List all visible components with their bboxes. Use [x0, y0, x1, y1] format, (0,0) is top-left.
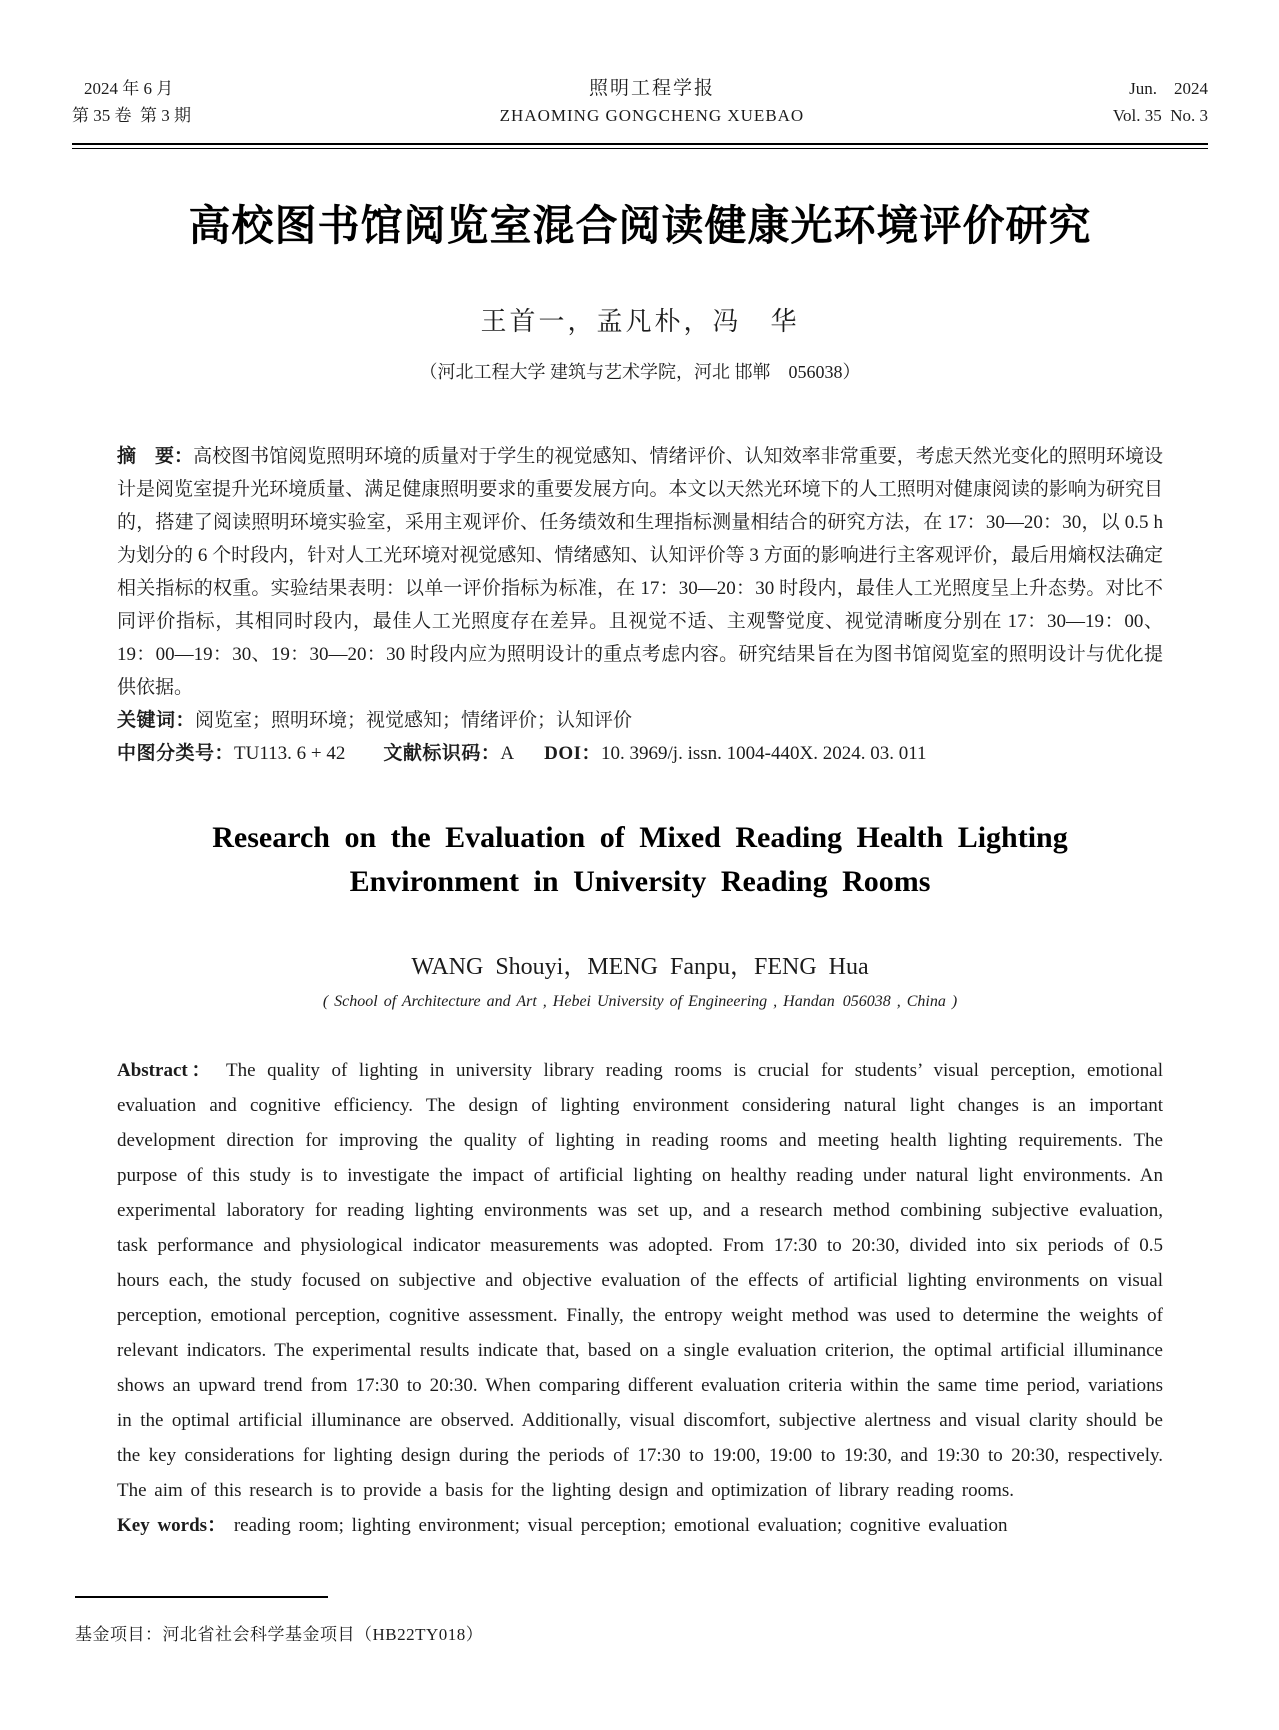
masthead-right	[1113, 75, 1208, 129]
journal-name-pinyin: ZHAOMING GONGCHENG XUEBAO	[499, 106, 805, 125]
fund-project-label: 基金项目：	[75, 1625, 163, 1644]
abstract-paragraph-cn	[117, 440, 1163, 704]
doi-label: DOI：	[544, 743, 602, 764]
article-title-en-line2: Environment in University Reading Rooms	[349, 865, 931, 898]
masthead-divider-rule	[72, 143, 1208, 149]
volume-issue-en: Vol. 35 No. 3	[1112, 106, 1208, 125]
clc-doi-line	[117, 737, 1163, 770]
abstract-text-cn: 高校图书馆阅览照明环境的质量对于学生的视觉感知、情绪评价、认知效率非常重要，考虑天然光变化的照明环境设计是阅览室提升光环境质量、满足健康照明要求的重要发展方向。本文以天然光环境下的人工照明对健康阅读的影响为研究目的，搭建了阅读照明环境实验室，采用主观评价、任务绩效和生理指标测量相结合的研究方法，在 17：30—20：30，以 0.5 h 为划分的 6 个时段内，针对人工光环境对视觉感知、情绪感知、认知评价等 3 方面的影响进行主客观评价，最后用熵权法确定相关指标的权重。实验结果表明：以单一评价指标为标准，在 17：30—20：30 时段内，最佳人工光照度呈上升态势。对比不同评价指标，其相同时段内，最佳人工光照度存在差异。且视觉不适、主观警觉度、视觉清晰度分别在 17：30—19：00、19：00—19：30、19：30—20：30 时段内应为照明设计的重点考虑内容。研究结果旨在为图书馆阅览室的照明设计与优化提供依据。	[117, 446, 1163, 698]
masthead-left	[72, 75, 191, 129]
fund-project-line	[75, 1620, 1205, 1645]
clc-value: TU113. 6 + 42	[234, 743, 346, 764]
keywords-line-en	[117, 1508, 1163, 1543]
keywords-text-en: reading room; lighting environment; visual perception; emotional evaluation; cognitive evaluation	[233, 1515, 1008, 1536]
doc-code-label: 文献标识码：	[383, 743, 501, 764]
article-title-cn: 高校图书馆阅览室混合阅读健康光环境评价研究	[188, 202, 1092, 249]
abstract-section-cn	[117, 440, 1163, 770]
keywords-label-en: Key words：	[117, 1515, 234, 1536]
clc-label: 中图分类号：	[117, 743, 235, 764]
masthead-center	[500, 75, 805, 129]
issue-date-cn: 2024 年 6 月	[84, 79, 174, 98]
journal-masthead	[72, 75, 1208, 129]
fund-footnote	[75, 1596, 1205, 1645]
fund-project-text: 河北省社会科学基金项目（HB22TY018）	[162, 1625, 484, 1644]
abstract-label-en: Abstract：	[117, 1060, 226, 1081]
authors-en: WANG Shouyi，MENG Fanpu，FENG Hua	[411, 954, 869, 980]
journal-name-cn: 照明工程学报	[588, 78, 715, 99]
affiliation-cn: （河北工程大学 建筑与艺术学院，河北 邯郸 056038）	[419, 362, 861, 382]
doc-code-value: A	[500, 743, 515, 764]
article-title-en	[72, 816, 1208, 904]
doi-value: 10. 3969/j. issn. 1004-440X. 2024. 03. 011	[601, 743, 927, 764]
footnote-divider-rule	[75, 1596, 328, 1598]
volume-issue-cn: 第 35 卷 第 3 期	[72, 106, 191, 125]
abstract-section-en	[117, 1053, 1163, 1543]
keywords-label-cn: 关键词：	[117, 710, 196, 731]
keywords-line-cn	[117, 704, 1163, 737]
abstract-text-en: The quality of lighting in university library reading rooms is crucial for students’ visual perception, emotional evaluation and cognitive efficiency. The design of lighting environment considering natural light changes is an important development direction for improving the quality of lighting in reading rooms and meeting health lighting requirements. The purpose of this study is to investigate the impact of artificial lighting on healthy reading under natural light environments. An experimental laboratory for reading lighting environments was set up, and a research method combining subjective evaluation, task performance and physiological indicator measurements was adopted. From 17:30 to 20:30, divided into six periods of 0.5 hours each, the study focused on subjective and objective evaluation of the effects of artificial lighting environments on visual perception, emotional perception, cognitive assessment. Finally, the entropy weight method was used to determine the weights of relevant indicators. The experimental results indicate that, based on a single evaluation criterion, the optimal artificial illuminance shows an upward trend from 17:30 to 20:30. When comparing different evaluation criteria within the same time period, variations in the optimal artificial illuminance are observed. Additionally, visual discomfort, subjective alertness and visual clarity should be the key considerations for lighting design during the periods of 17:30 to 19:00, 19:00 to 19:30, and 19:30 to 20:30, respectively. The aim of this research is to provide a basis for the lighting design and optimization of library reading rooms.	[117, 1060, 1163, 1501]
article-title-en-line1: Research on the Evaluation of Mixed Reading Health Lighting	[212, 821, 1068, 854]
abstract-paragraph-en	[117, 1053, 1163, 1508]
keywords-text-cn: 阅览室；照明环境；视觉感知；情绪评价；认知评价	[195, 710, 633, 731]
issue-date-en: Jun. 2024	[1129, 79, 1208, 98]
authors-cn: 王首一，孟凡朴，冯 华	[480, 307, 800, 336]
abstract-label-cn: 摘 要：	[117, 446, 194, 467]
affiliation-en: ( School of Architecture and Art , Hebei University of Engineering , Handan 056038 , China )	[322, 993, 958, 1010]
